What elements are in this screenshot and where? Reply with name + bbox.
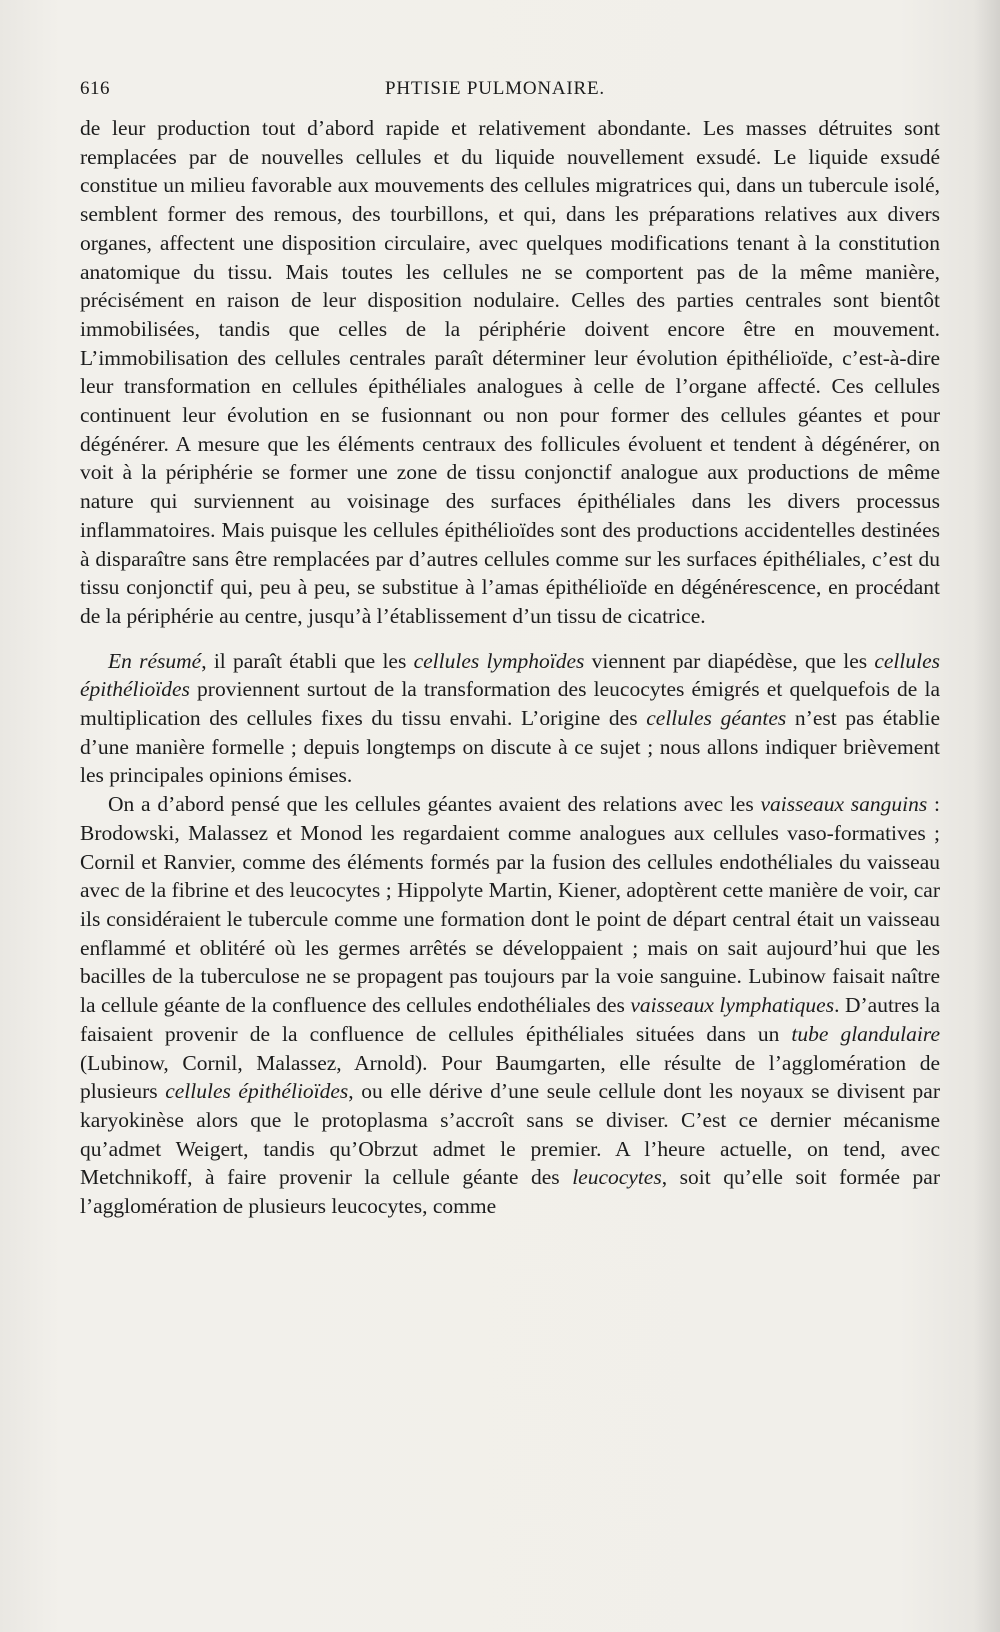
page-number: 616 xyxy=(80,78,110,99)
text-segment: (Lubinow, Cornil, Malassez, Arnold). Pour Baumgarten, elle résulte de l’agglomération de plusieurs xyxy=(80,1050,940,1104)
text-segment: proviennent surtout de la transformation des leucocytes émigrés et quelquefois de la multiplication des cellules fixes du tissu envahi. L’origine des xyxy=(80,677,940,731)
text-segment: n’est pas établie d’une manière formelle ; depuis longtemps on discute à ce sujet ; nous allons indiquer brièvement les principales opinions émises. xyxy=(80,706,940,788)
page-header xyxy=(80,78,940,108)
text-segment: de leur production tout d’abord rapide et relativement abondante. Les masses détruites sont remplacées par de nouvelles cellules et du liquide nouvellement exsudé. Le liquide exsudé constitue un milieu favorable aux mouvements des cellules migratrices qui, dans un tubercule isolé, semblent former des remous, des tourbillons, et qui, dans les préparations relatives aux divers organes, affectent une disposition circulaire, avec quelques modifications tenant à la constitution anatomique du tissu. Mais toutes les cellules ne se comportent pas de la même manière, précisément en raison de leur disposition nodulaire. Celles des parties centrales sont bientôt immobilisées, tandis que celles de la périphérie doivent encore être en mouvement. L’immobilisation des cellules centrales paraît déterminer leur évolution épithélioïde, c’est-à-dire leur transformation en cellules épithéliales analogues à celle de l’organe affecté. Ces cellules continuent leur évolution en se fusionnant ou non pour former des cellules géantes et pour dégénérer. A mesure que les éléments centraux des follicules évoluent et tendent à dégénérer, on voit à la périphérie se former une zone de tissu conjonctif analogue aux productions de même nature qui surviennent au voisinage des surfaces épithéliales dans les divers processus inflammatoires. Mais puisque les cellules épithélioïdes sont des productions accidentelles destinées à disparaître sans être remplacées par d’autres cellules comme sur les surfaces épithéliales, c’est du tissu conjonctif qui, peu à peu, se substitue à l’amas épithélioïde en dégénérescence, en procédant de la périphérie au centre, jusqu’à l’établissement d’un tissu de cicatrice. xyxy=(80,116,940,628)
paragraph-giant-cells xyxy=(80,790,940,1221)
text-segment: : Brodowski, Malassez et Monod les regardaient comme analogues aux cellules vaso-formatives ; Cornil et Ranvier, comme des éléments formés par la fusion des cellules endothéliales du vaisseau avec de la fibrine et des leucocytes ; Hippolyte Martin, Kiener, adoptèrent cette manière de voir, car ils considéraient le tubercule comme une formation dont le point de départ central était un vaisseau enflammé et oblitéré où les germes arrêtés se développaient ; mais on sait aujourd’hui que les bacilles de la tuberculose ne se propagent pas toujours par la voie sanguine. Lubinow faisait naître la cellule géante de la confluence des cellules endothéliales des xyxy=(80,792,940,1018)
text-segment-italic: cellules géantes xyxy=(646,706,787,731)
text-segment-italic: tube glandulaire xyxy=(791,1021,940,1046)
text-segment-italic: leucocytes xyxy=(572,1165,662,1190)
body-text xyxy=(80,114,940,1221)
running-title: PHTISIE PULMONAIRE. xyxy=(385,78,605,99)
text-segment-italic: cellules lymphoïdes xyxy=(413,648,585,673)
text-segment-italic: vaisseaux sanguins xyxy=(760,792,928,817)
text-segment-italic: vaisseaux lymphatiques xyxy=(630,993,835,1018)
text-segment: On a d’abord pensé que les cellules géantes avaient des relations avec les xyxy=(108,792,761,817)
text-segment: , il paraît établi que les xyxy=(201,648,414,673)
paragraph-summary xyxy=(80,647,940,791)
paragraph-continuation xyxy=(80,114,940,631)
page-edge-shadow xyxy=(974,0,1000,1632)
text-segment: , soit qu’elle soit formée par l’agglomération de plusieurs leucocytes, comme xyxy=(80,1165,940,1219)
text-segment-italic: cellules épithélioïdes xyxy=(80,648,941,702)
text-segment-italic: En résumé xyxy=(108,648,202,673)
text-segment: viennent par diapédèse, que les xyxy=(584,648,875,673)
text-segment: , ou elle dérive d’une seule cellule dont les noyaux se divisent par karyokinèse alors que le protoplasma s’accroît sans se diviser. C’est ce dernier mécanisme qu’admet Weigert, tandis qu’Obrzut admet le premier. A l’heure actuelle, on tend, avec Metchnikoff, à faire provenir la cellule géante des xyxy=(80,1079,940,1190)
text-segment: . D’autres la faisaient provenir de la confluence de cellules épithéliales situées dans un xyxy=(80,993,940,1046)
text-segment-italic: cellules épithélioïdes xyxy=(165,1079,349,1104)
